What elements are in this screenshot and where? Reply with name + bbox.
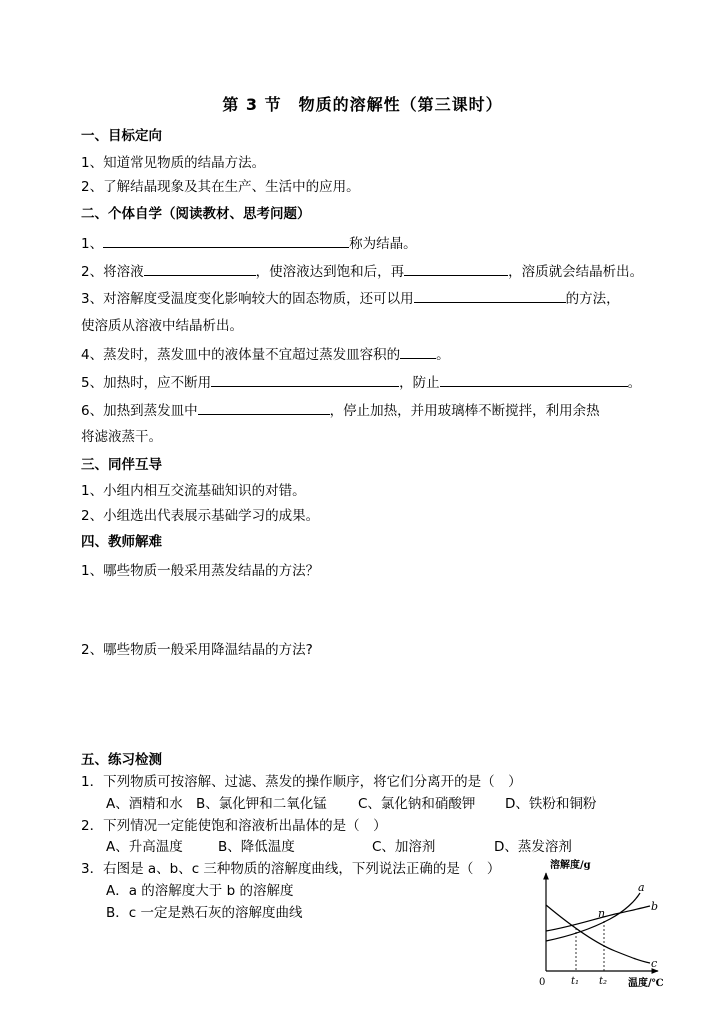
q3-post: 的方法， bbox=[565, 291, 620, 307]
q5-post: 。 bbox=[627, 375, 642, 391]
q5-blank-1[interactable] bbox=[211, 372, 399, 387]
s4-item-1: 1、哪些物质一般采用蒸发结晶的方法？ bbox=[81, 563, 320, 579]
section-5-heading: 五、练习检测 bbox=[81, 752, 162, 768]
q5-mid: ，防止 bbox=[399, 375, 440, 391]
s5-q2-options bbox=[106, 837, 572, 857]
s5-q1-option-d[interactable]: D、铁粉和铜粉 bbox=[505, 796, 597, 812]
section-1-heading: 一、目标定向 bbox=[81, 128, 162, 144]
s5-q1-option-c[interactable]: C、氯化钠和硝酸钾 bbox=[358, 796, 476, 812]
q2-pre: 2、将溶液 bbox=[81, 264, 144, 280]
section-3-heading: 三、同伴互导 bbox=[81, 457, 162, 473]
q4-pre: 4、蒸发时，蒸发皿中的液体量不宜超过蒸发皿容积的 bbox=[81, 347, 401, 363]
s5-q1-option-a[interactable]: A、酒精和水 bbox=[106, 796, 183, 812]
q1-pre: 1、 bbox=[81, 236, 104, 252]
s5-q2-option-d[interactable]: D、蒸发溶剂 bbox=[494, 839, 572, 855]
curve-b-label: b bbox=[651, 900, 659, 913]
s5-q1-stem: 1．下列物质可按溶解、过滤、蒸发的操作顺序，将它们分离开的是（ ） bbox=[81, 774, 522, 790]
q3-pre: 3、对溶解度受温度变化影响较大的固态物质，还可以用 bbox=[81, 291, 414, 307]
s1-item-2: 2、了解结晶现象及其在生产、生活中的应用。 bbox=[81, 179, 360, 195]
s4-item-2: 2、哪些物质一般采用降温结晶的方法? bbox=[81, 642, 313, 658]
curve-a-label: a bbox=[638, 881, 645, 894]
s5-q1-options bbox=[106, 794, 596, 814]
q6-blank[interactable] bbox=[198, 400, 330, 415]
s5-q2-stem: 2．下列情况一定能使饱和溶液析出晶体的是（ ） bbox=[81, 818, 387, 834]
q6-pre: 6、加热到蒸发皿中 bbox=[81, 403, 198, 419]
s2-question-6-cont: 将滤液蒸干。 bbox=[81, 429, 162, 445]
q5-pre: 5、加热时，应不断用 bbox=[81, 375, 212, 391]
origin-label: 0 bbox=[539, 977, 546, 988]
s2-question-6 bbox=[81, 400, 600, 421]
s5-q2-option-a[interactable]: A、升高温度 bbox=[106, 839, 183, 855]
page-title: 第 3 节 物质的溶解性（第三课时） bbox=[222, 95, 503, 114]
s5-q3-option-b[interactable]: B．c 一定是熟石灰的溶解度曲线 bbox=[106, 905, 303, 921]
q6-post: ，停止加热，并用玻璃棒不断搅拌，利用余热 bbox=[329, 403, 600, 419]
q2-blank-2[interactable] bbox=[404, 261, 508, 276]
q1-blank[interactable] bbox=[103, 233, 349, 248]
q2-mid: ，使溶液达到饱和后，再 bbox=[255, 264, 405, 280]
s2-question-2 bbox=[81, 261, 643, 282]
s3-item-2: 2、小组选出代表展示基础学习的成果。 bbox=[81, 508, 320, 524]
curve-c-label: c bbox=[651, 957, 658, 970]
point-n-label: n bbox=[598, 907, 606, 920]
y-axis-label: 溶解度/g bbox=[550, 860, 591, 871]
q4-post: 。 bbox=[436, 347, 450, 363]
s5-q2-option-c[interactable]: C、加溶剂 bbox=[372, 839, 436, 855]
section-4-heading: 四、教师解难 bbox=[81, 534, 162, 550]
s5-q3-option-a[interactable]: A．a 的溶解度大于 b 的溶解度 bbox=[106, 883, 294, 899]
q1-post: 称为结晶。 bbox=[349, 236, 417, 252]
section-2-heading: 二、个体自学（阅读教材、思考问题） bbox=[81, 206, 311, 222]
s2-question-3-cont: 使溶质从溶液中结晶析出。 bbox=[81, 318, 243, 334]
x-axis-label: 温度/℃ bbox=[628, 978, 664, 989]
s5-q3-stem: 3．右图是 a、b、c 三种物质的溶解度曲线，下列说法正确的是（ ） bbox=[81, 861, 501, 877]
s5-q1-option-b[interactable]: B、氯化钾和二氧化锰 bbox=[196, 796, 327, 812]
solubility-curve-figure bbox=[530, 855, 680, 995]
q2-blank-1[interactable] bbox=[144, 261, 256, 276]
s5-q2-option-b[interactable]: B、降低温度 bbox=[218, 839, 295, 855]
q5-blank-2[interactable] bbox=[440, 372, 628, 387]
q2-post: ，溶质就会结晶析出。 bbox=[508, 264, 644, 280]
s2-question-5 bbox=[81, 372, 641, 393]
t2-label: t₂ bbox=[599, 976, 608, 987]
s2-question-1 bbox=[81, 233, 417, 254]
s3-item-1: 1、小组内相互交流基础知识的对错。 bbox=[81, 483, 306, 499]
s2-question-4 bbox=[81, 344, 450, 365]
s2-question-3 bbox=[81, 288, 620, 309]
q4-blank[interactable] bbox=[400, 344, 436, 359]
s1-item-1: 1、知道常见物质的结晶方法。 bbox=[81, 155, 266, 171]
q3-blank[interactable] bbox=[414, 288, 566, 303]
t1-label: t₁ bbox=[571, 976, 580, 987]
